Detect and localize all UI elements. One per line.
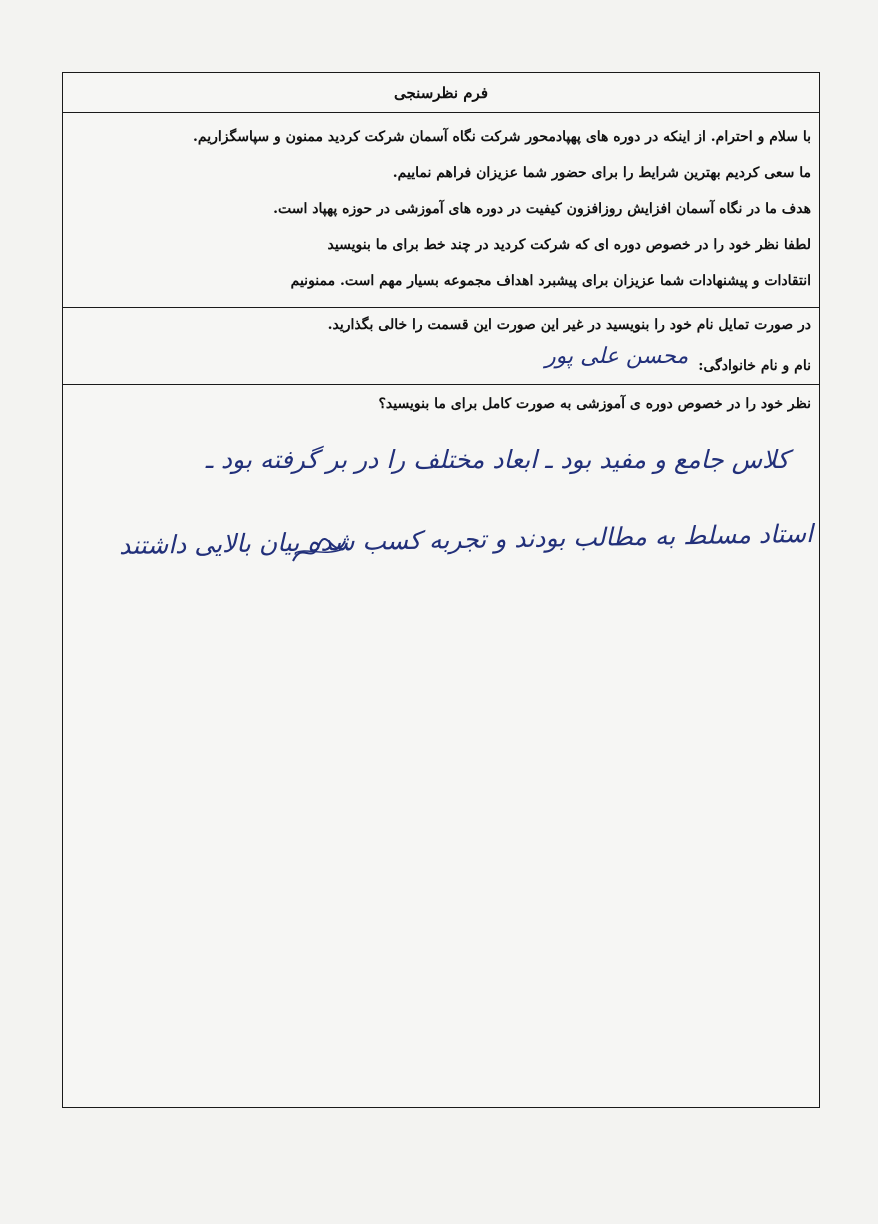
intro-line: هدف ما در نگاه آسمان افزایش روزافزون کیفیت در دوره های آموزشی در حوزه پهپاد است. bbox=[273, 201, 811, 217]
comment-question: نظر خود را در خصوص دوره ی آموزشی به صورت کامل برای ما بنویسید؟ bbox=[378, 396, 811, 412]
survey-form bbox=[62, 72, 820, 1108]
comment-section bbox=[63, 385, 819, 1107]
name-section bbox=[63, 308, 819, 385]
form-title: فرم نظرسنجی bbox=[394, 83, 488, 102]
form-title-row bbox=[63, 73, 819, 113]
intro-section bbox=[63, 113, 819, 308]
name-handwritten-value: محسن علی پور bbox=[545, 344, 689, 369]
intro-line: ما سعی کردیم بهترین شرایط را برای حضور شما عزیزان فراهم نماییم. bbox=[392, 165, 811, 181]
name-instruction: در صورت تمایل نام خود را بنویسید در غیر این صورت این قسمت را خالی بگذارید. bbox=[327, 317, 811, 333]
crossed-out-scribble bbox=[289, 535, 349, 569]
name-label: نام و نام خانوادگی: bbox=[698, 358, 811, 374]
comment-handwritten-line: استاد مسلط به مطالب بودند و تجربه کسب شده بیان بالایی داشتند bbox=[118, 518, 814, 561]
name-field-line bbox=[71, 338, 811, 374]
comment-handwritten-line: کلاس جامع و مفید بود ـ ابعاد مختلف را در بر گرفته بود ـ bbox=[205, 445, 789, 474]
intro-line: انتقادات و پیشنهادات شما عزیزان برای پیشبرد اهداف مجموعه بسیار مهم است. ممنونیم bbox=[290, 273, 811, 289]
intro-line: لطفا نظر خود را در خصوص دوره ای که شرکت کردید در چند خط برای ما بنویسید bbox=[327, 237, 811, 253]
intro-line: با سلام و احترام. از اینکه در دوره های پهپادمحور شرکت نگاه آسمان شرکت کردید ممنون و سپاسگزاریم. bbox=[193, 129, 811, 145]
